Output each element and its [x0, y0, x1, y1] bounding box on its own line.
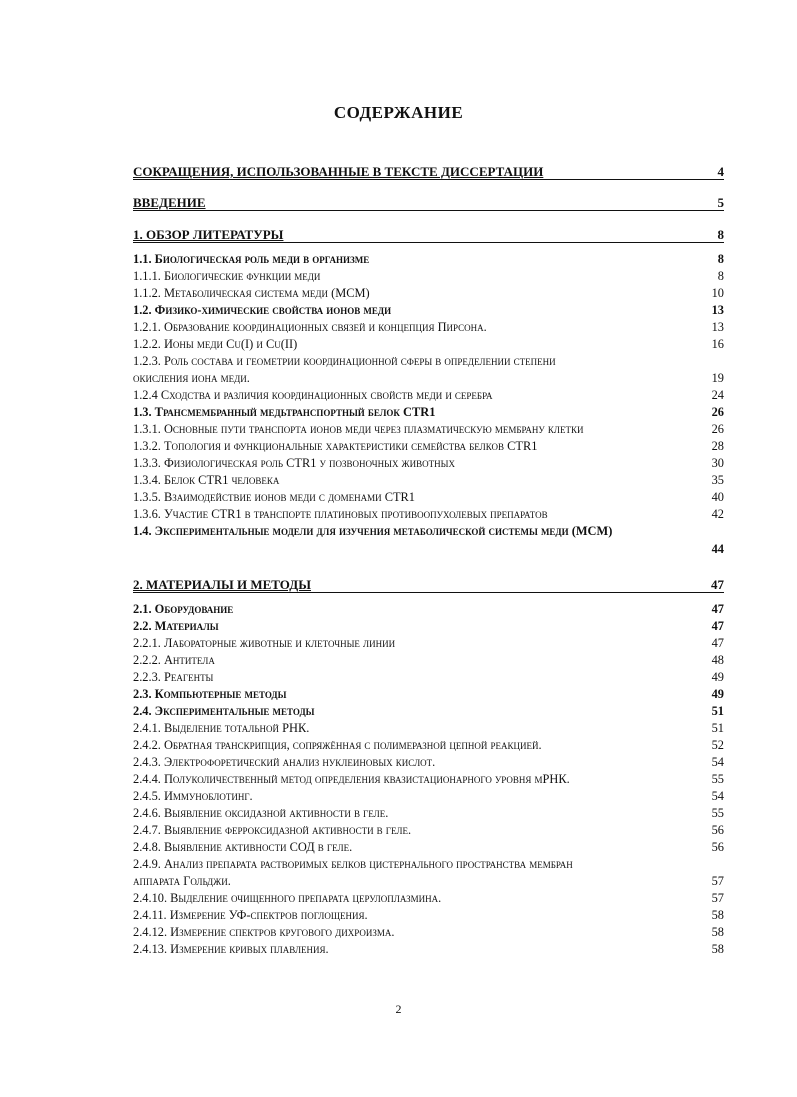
toc-entry-title: 2.2.2. Антитела — [133, 653, 215, 667]
toc-entry-title: 1.4. Экспериментальные модели для изучения метаболической системы меди (МСМ) — [133, 524, 613, 538]
toc-entry-page: 30 — [711, 456, 724, 470]
toc-entry-page: 49 — [711, 687, 724, 701]
toc-entry — [133, 541, 724, 557]
toc-entry — [133, 856, 724, 872]
toc-entry-page: 44 — [711, 542, 724, 556]
toc-entry — [133, 193, 724, 211]
toc-entry-title: 1.2.3. Роль состава и геометрии координационной сферы в определении степени — [133, 354, 556, 368]
toc-entry-page: 42 — [711, 507, 724, 521]
toc-entry-page: 26 — [711, 422, 724, 436]
toc-entry-title: 2.4. Экспериментальные методы — [133, 704, 315, 718]
toc-entry-title: ВВЕДЕНИЕ — [133, 195, 206, 210]
toc-entry-page: 26 — [711, 405, 724, 419]
toc-entry-title: 2.4.6. Выявление оксидазной активности в геле. — [133, 806, 389, 820]
toc-entry-title: 2.2. Материалы — [133, 619, 219, 633]
toc-entry-title: 2.1. Оборудование — [133, 602, 234, 616]
toc-entry — [133, 336, 724, 352]
toc-entry — [133, 720, 724, 736]
toc-entry-page: 49 — [711, 670, 724, 684]
toc-entry — [133, 162, 724, 180]
toc-entry — [133, 489, 724, 505]
toc-entry — [133, 472, 724, 488]
toc-entry-page: 58 — [711, 908, 724, 922]
toc-entry-page: 47 — [711, 619, 724, 633]
toc-entry — [133, 618, 724, 634]
toc-entry-title: 1.1.1. Биологические функции меди — [133, 269, 321, 283]
toc-entry — [133, 805, 724, 821]
toc-entry — [133, 822, 724, 838]
toc-entry-page: 35 — [711, 473, 724, 487]
toc-entry-page: 47 — [711, 577, 724, 592]
toc-entry-page: 13 — [711, 303, 724, 317]
toc-entry-title: 2.3. Компьютерные методы — [133, 687, 287, 701]
toc-entry — [133, 839, 724, 855]
toc-entry-page: 19 — [711, 371, 724, 385]
toc-entry-title: 1.2.2. Ионы меди Cu(I) и Cu(II) — [133, 337, 298, 351]
toc-entry-title: 2.4.12. Измерение спектров кругового дихроизма. — [133, 925, 395, 939]
toc-entry-title: окисления иона меди. — [133, 371, 250, 385]
toc-entry — [133, 302, 724, 318]
toc-entry — [133, 771, 724, 787]
toc-entry — [133, 635, 724, 651]
toc-entry — [133, 523, 724, 539]
toc-entry-title: 2.2.1. Лабораторные животные и клеточные линии — [133, 636, 396, 650]
toc-entry-page: 13 — [711, 320, 724, 334]
toc-entry-title: 1.3.1. Основные пути транспорта ионов меди через плазматическую мембрану клетки — [133, 422, 584, 436]
toc-entry-title: 1.3.5. Взаимодействие ионов меди с доменами CTR1 — [133, 490, 416, 504]
toc-entry — [133, 873, 724, 889]
toc-entry — [133, 669, 724, 685]
toc-entry — [133, 438, 724, 454]
toc-entry-title: 1.3. Трансмембранный медьтранспортный белок CTR1 — [133, 405, 436, 419]
toc-entry — [133, 924, 724, 940]
toc-entry-title: 2. МАТЕРИАЛЫ И МЕТОДЫ — [133, 577, 311, 592]
toc-entry-page: 47 — [711, 602, 724, 616]
toc-entry-page: 10 — [711, 286, 724, 300]
toc-entry-page: 48 — [711, 653, 724, 667]
toc-entry — [133, 890, 724, 906]
page-number: 2 — [395, 1002, 402, 1016]
toc-entry-page: 24 — [711, 388, 724, 402]
toc-entry-title: 1.2. Физико-химические свойства ионов меди — [133, 303, 392, 317]
toc-entry-title: 1.1. Биологическая роль меди в организме — [133, 252, 370, 266]
toc-entry-page: 5 — [717, 195, 724, 210]
toc-entry-title: СОКРАЩЕНИЯ, ИСПОЛЬЗОВАННЫЕ В ТЕКСТЕ ДИССЕРТАЦИИ — [133, 164, 544, 179]
toc-entry — [133, 506, 724, 522]
toc-entry — [133, 225, 724, 243]
toc-entry-page: 56 — [711, 823, 724, 837]
toc-entry-title: 2.4.11. Измерение УФ-спектров поглощения. — [133, 908, 368, 922]
toc-entry-title: 2.4.1. Выделение тотальной РНК. — [133, 721, 310, 735]
toc-entry-page: 52 — [711, 738, 724, 752]
toc-entry-title: 2.4.5. Иммуноблотинг. — [133, 789, 253, 803]
toc-entry-title: 2.4.10. Выделение очищенного препарата церулоплазмина. — [133, 891, 442, 905]
toc-entry-page: 57 — [711, 891, 724, 905]
toc-entry-title: 2.4.3. Электрофоретический анализ нуклеиновых кислот. — [133, 755, 436, 769]
toc-entry — [133, 754, 724, 770]
toc-entry-page: 56 — [711, 840, 724, 854]
toc-entry-title: 1.1.2. Метаболическая система меди (МСМ) — [133, 286, 370, 300]
toc-entry — [133, 575, 724, 593]
toc-entry — [133, 686, 724, 702]
toc-entry-title: 1.3.3. Физиологическая роль CTR1 у позвоночных животных — [133, 456, 455, 470]
toc-entry — [133, 601, 724, 617]
toc-entry — [133, 251, 724, 267]
toc-entry-title: 2.2.3. Реагенты — [133, 670, 214, 684]
toc-entry — [133, 421, 724, 437]
toc-entry-page: 51 — [711, 721, 724, 735]
toc-entry — [133, 268, 724, 284]
toc-entry-page: 51 — [711, 704, 724, 718]
toc-entry-title: 2.4.4. Полуколичественный метод определения квазистационарного уровня мРНК. — [133, 772, 570, 786]
page-title: СОДЕРЖАНИЕ — [333, 103, 464, 122]
toc-entry — [133, 941, 724, 957]
toc-entry-page: 55 — [711, 806, 724, 820]
toc-entry-title: 2.4.7. Выявление ферроксидазной активности в геле. — [133, 823, 412, 837]
toc-entry-page: 8 — [717, 252, 724, 266]
toc-entry — [133, 353, 724, 369]
toc-entry-page: 8 — [717, 227, 724, 242]
toc-entry — [133, 370, 724, 386]
toc-entry-title: 2.4.2. Обратная транскрипция, сопряжённая с полимеразной цепной реакцией. — [133, 738, 542, 752]
toc-entry-title: 1.2.1. Образование координационных связей и концепция Пирсона. — [133, 320, 487, 334]
toc-entry — [133, 404, 724, 420]
toc-entry-title: 1.3.4. Белок CTR1 человека — [133, 473, 280, 487]
toc-entry — [133, 285, 724, 301]
toc-entry — [133, 455, 724, 471]
toc-entry — [133, 788, 724, 804]
toc-entry-page: 4 — [717, 164, 724, 179]
toc-entry-title: 1.3.6. Участие CTR1 в транспорте платиновых противоопухолевых препаратов — [133, 507, 548, 521]
toc-entry — [133, 387, 724, 403]
toc-entry-title: 2.4.13. Измерение кривых плавления. — [133, 942, 329, 956]
toc-entry-title: аппарата Гольджи. — [133, 874, 231, 888]
toc-entry-page: 54 — [711, 789, 724, 803]
toc-entry — [133, 737, 724, 753]
toc-entry — [133, 652, 724, 668]
toc-entry-page: 58 — [711, 942, 724, 956]
toc-entry-page: 57 — [711, 874, 724, 888]
toc-entry-page: 40 — [711, 490, 724, 504]
toc-entry — [133, 319, 724, 335]
toc-entry — [133, 703, 724, 719]
toc-entry-page: 47 — [711, 636, 724, 650]
toc-entry-page: 28 — [711, 439, 724, 453]
toc-entry-page: 8 — [717, 269, 724, 283]
toc-entry-page: 16 — [711, 337, 724, 351]
toc-entry-page: 58 — [711, 925, 724, 939]
toc-entry-page: 54 — [711, 755, 724, 769]
toc-entry-page: 55 — [711, 772, 724, 786]
toc-entry-title: 1.3.2. Топология и функциональные характеристики семейства белков CTR1 — [133, 439, 538, 453]
toc-entry-title: 2.4.8. Выявление активности СОД в геле. — [133, 840, 353, 854]
toc-entry-title: 2.4.9. Анализ препарата растворимых белков цистернального пространства мембран — [133, 857, 573, 871]
toc-entry-title: 1. ОБЗОР ЛИТЕРАТУРЫ — [133, 227, 284, 242]
toc-entry-title: 1.2.4 Сходства и различия координационных свойств меди и серебра — [133, 388, 493, 402]
toc-entry — [133, 907, 724, 923]
